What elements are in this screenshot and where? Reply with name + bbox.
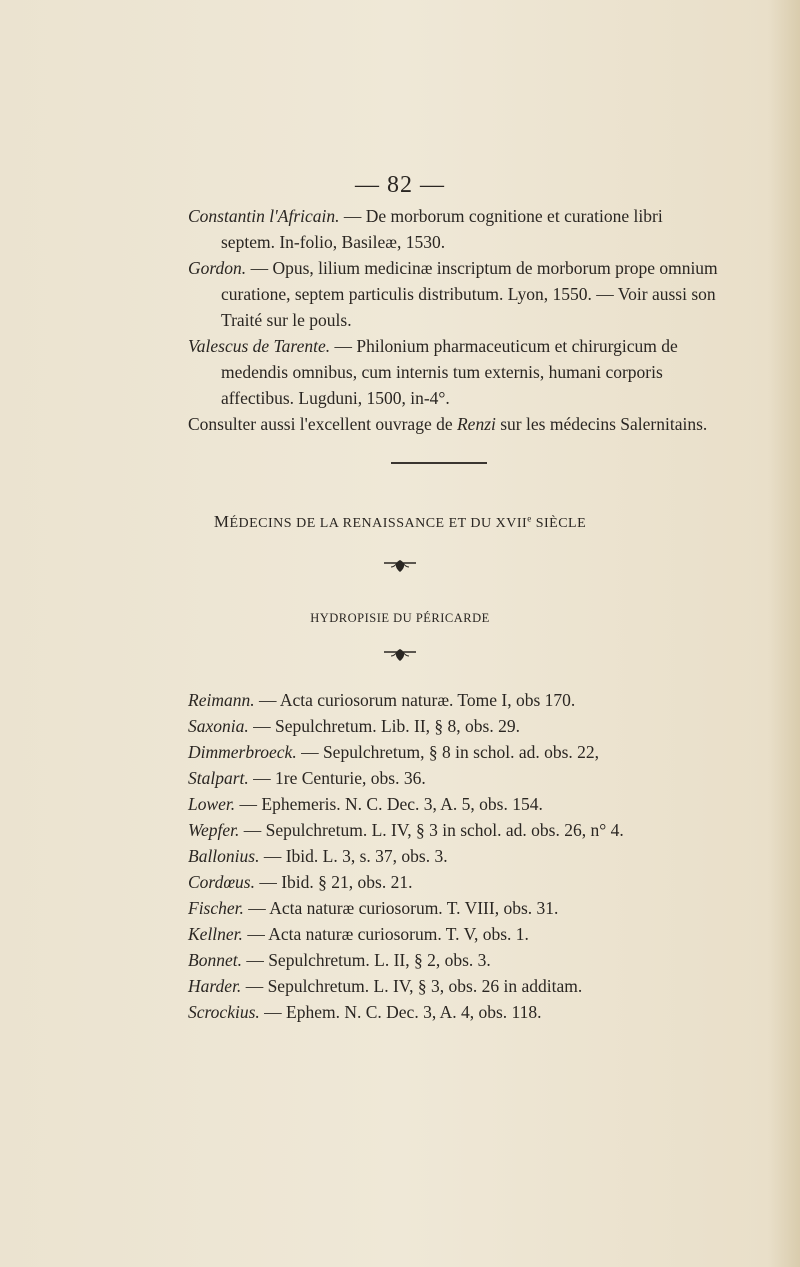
note-text-after: sur les médecins Salernitains. [495, 414, 708, 434]
bibliography-entry [188, 739, 718, 765]
fleuron-ornament-icon [383, 648, 417, 662]
entry-text: — Sepulchretum. L. IV, § 3, obs. 26 in additam. [241, 976, 583, 996]
bibliography-entry [188, 791, 718, 817]
bibliography-entry [188, 973, 718, 999]
note-text-before: Consulter aussi l'excellent ouvrage de [188, 414, 457, 434]
fleuron-ornament-icon [383, 559, 417, 573]
bibliography-entry [188, 713, 718, 739]
bibliography-entry [188, 869, 718, 895]
entry-author: Stalpart. [188, 768, 249, 788]
bibliography-entry [188, 947, 718, 973]
entry-author: Ballonius. [188, 846, 260, 866]
entry-author: Reimann. [188, 690, 255, 710]
entry-text: — Sepulchretum. L. IV, § 3 in schol. ad. obs. 26, n° 4. [239, 820, 624, 840]
bibliography-entry [188, 765, 718, 791]
entry-author: Cordœus. [188, 872, 255, 892]
bibliography-entry [188, 843, 718, 869]
entry-author: Saxonia. [188, 716, 249, 736]
bibliography-entry [188, 255, 718, 333]
section-title: MÉDECINS DE LA RENAISSANCE ET DU XVIIe SIÈCLE [213, 512, 587, 531]
section-divider [391, 462, 487, 464]
entry-author: Harder. [188, 976, 242, 996]
bibliography-entry [188, 895, 718, 921]
bibliography-entry [188, 333, 718, 411]
bibliography-entry [188, 687, 718, 713]
entry-text: — Sepulchretum. L. II, § 2, obs. 3. [241, 950, 491, 970]
entry-author: Gordon. [188, 258, 247, 278]
entry-text: — Opus, lilium medicinæ inscriptum de morborum prope omnium curatione, septem particulis distributum. Lyon, 1550. — Voir aussi son Traité sur le pouls. [221, 258, 718, 330]
entry-text: — Ephemeris. N. C. Dec. 3, A. 5, obs. 154. [235, 794, 543, 814]
entry-author: Valescus de Tarente. [188, 336, 331, 356]
entry-author: Dimmerbroeck. [188, 742, 297, 762]
entry-author: Scrockius. [188, 1002, 260, 1022]
entry-text: — Ephem. N. C. Dec. 3, A. 4, obs. 118. [259, 1002, 542, 1022]
top-bibliography [188, 203, 718, 437]
page-number: — 82 — [355, 172, 445, 198]
entry-author: Bonnet. [188, 950, 242, 970]
bibliography-entry [188, 203, 718, 255]
note-italic: Renzi [456, 414, 496, 434]
note-paragraph [188, 411, 718, 437]
bibliography-entry [188, 999, 718, 1025]
bibliography-entry [188, 817, 718, 843]
entry-text: — Sepulchretum. Lib. II, § 8, obs. 29. [248, 716, 520, 736]
entry-text: — De morborum cognitione et curatione libri septem. In-folio, Basileæ, 1530. [221, 206, 663, 252]
bibliography-entry [188, 921, 718, 947]
entry-author: Kellner. [188, 924, 243, 944]
entry-text: — Acta curiosorum naturæ. Tome I, obs 170. [254, 690, 576, 710]
entry-text: — Acta naturæ curiosorum. T. V, obs. 1. [242, 924, 529, 944]
entry-text: — Philonium pharmaceuticum et chirurgicum de medendis omnibus, cum internis tum externis, humani corporis affectibus. Lugduni, 1500, in-4°. [221, 336, 678, 408]
entry-text: — Acta naturæ curiosorum. T. VIII, obs. 31. [243, 898, 559, 918]
entry-text: — Ibid. § 21, obs. 21. [254, 872, 413, 892]
entry-author: Lower. [188, 794, 236, 814]
entry-text: — Sepulchretum, § 8 in schol. ad. obs. 22, [296, 742, 600, 762]
entry-author: Constantin l'Africain. [188, 206, 340, 226]
entry-text: — Ibid. L. 3, s. 37, obs. 3. [259, 846, 448, 866]
entry-text: — 1re Centurie, obs. 36. [248, 768, 426, 788]
pericarditis-bibliography [188, 687, 718, 1025]
section-subtitle: HYDROPISIE DU PÉRICARDE [310, 611, 490, 625]
entry-author: Fischer. [188, 898, 244, 918]
entry-author: Wepfer. [188, 820, 240, 840]
